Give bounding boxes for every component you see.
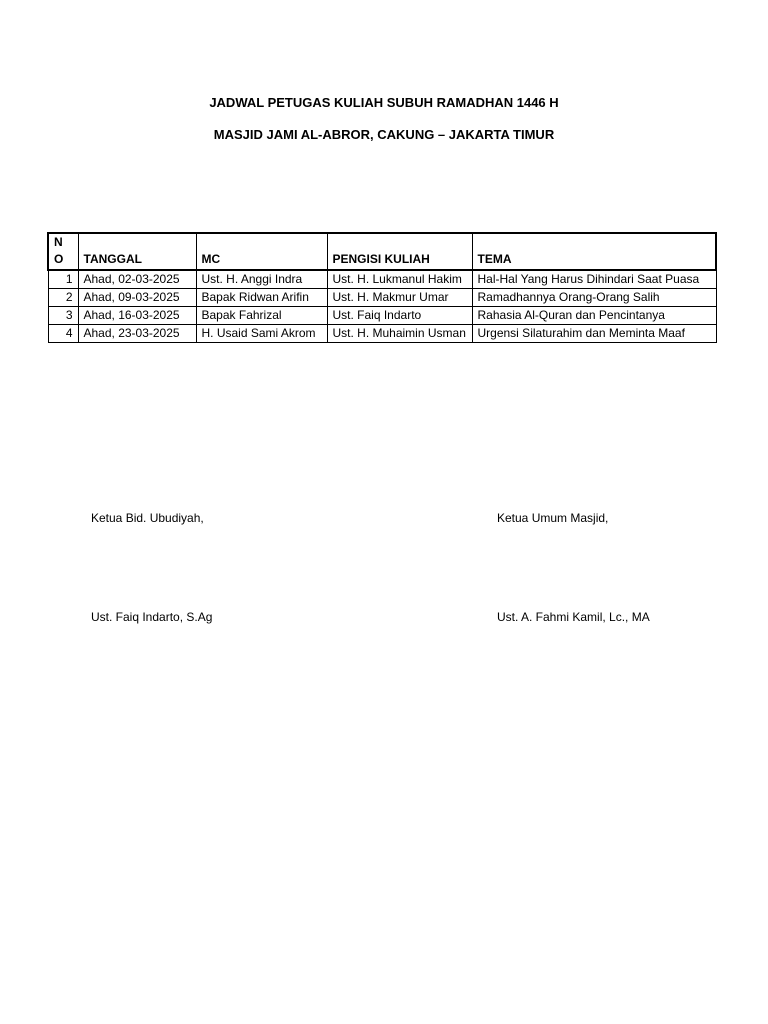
cell-no: 2 — [48, 289, 78, 307]
table-row — [48, 325, 716, 343]
cell-mc: H. Usaid Sami Akrom — [196, 325, 327, 343]
table-row — [48, 289, 716, 307]
signature-right-role: Ketua Umum Masjid, — [497, 511, 609, 525]
cell-tanggal: Ahad, 23-03-2025 — [78, 325, 196, 343]
cell-tanggal: Ahad, 16-03-2025 — [78, 307, 196, 325]
cell-tanggal: Ahad, 02-03-2025 — [78, 270, 196, 289]
cell-pengisi-kuliah: Ust. H. Makmur Umar — [327, 289, 472, 307]
table-row — [48, 307, 716, 325]
cell-tema: Rahasia Al-Quran dan Pencintanya — [472, 307, 716, 325]
cell-no: 4 — [48, 325, 78, 343]
cell-mc: Ust. H. Anggi Indra — [196, 270, 327, 289]
document-title: JADWAL PETUGAS KULIAH SUBUH RAMADHAN 1446 H — [209, 95, 559, 110]
table-header-row — [48, 233, 716, 270]
signature-left-name: Ust. Faiq Indarto, S.Ag — [91, 610, 213, 624]
cell-mc: Bapak Fahrizal — [196, 307, 327, 325]
cell-no: 1 — [48, 270, 78, 289]
cell-pengisi-kuliah: Ust. H. Muhaimin Usman — [327, 325, 472, 343]
cell-mc: Bapak Ridwan Arifin — [196, 289, 327, 307]
cell-tema: Urgensi Silaturahim dan Meminta Maaf — [472, 325, 716, 343]
signature-left-role: Ketua Bid. Ubudiyah, — [91, 511, 204, 525]
cell-tema: Ramadhannya Orang-Orang Salih — [472, 289, 716, 307]
column-header-mc: MC — [196, 233, 327, 270]
cell-pengisi-kuliah: Ust. H. Lukmanul Hakim — [327, 270, 472, 289]
signature-right-name: Ust. A. Fahmi Kamil, Lc., MA — [497, 610, 650, 624]
schedule-table — [47, 232, 717, 343]
column-header-no: N O — [48, 233, 78, 270]
cell-tanggal: Ahad, 09-03-2025 — [78, 289, 196, 307]
cell-pengisi-kuliah: Ust. Faiq Indarto — [327, 307, 472, 325]
cell-tema: Hal-Hal Yang Harus Dihindari Saat Puasa — [472, 270, 716, 289]
column-header-tanggal: TANGGAL — [78, 233, 196, 270]
table-row — [48, 270, 716, 289]
cell-no: 3 — [48, 307, 78, 325]
column-header-pengisi-kuliah: PENGISI KULIAH — [327, 233, 472, 270]
document-subtitle: MASJID JAMI AL-ABROR, CAKUNG – JAKARTA TIMUR — [213, 127, 555, 142]
column-header-tema: TEMA — [472, 233, 716, 270]
